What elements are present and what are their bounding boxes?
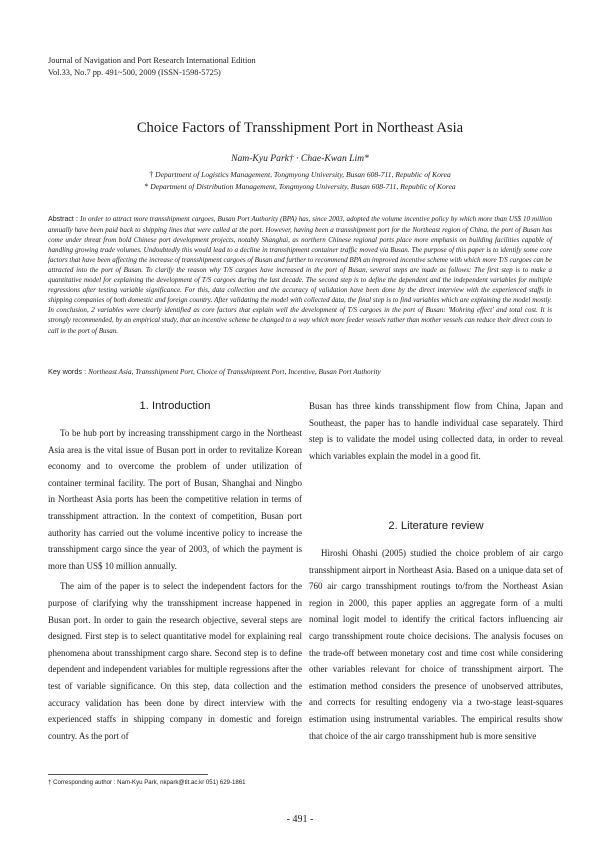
abstract-label: Abstract : [48, 216, 81, 223]
affiliation-text: Department of Distribution Management, Tongmyong University, Busan 608-711, Republic of Korea [150, 182, 456, 191]
affiliation-mark: * [144, 182, 149, 191]
affiliation-1 [0, 170, 600, 179]
literature-paragraph-1: Hiroshi Ohashi (2005) studied the choice problem of air cargo transshipment airport in Northeast Asia. Based on a unique data set of 760 air cargo transshipment routings to/from the Northeast Asian region in 2000, this paper applies an aggregate form of a multi nominal logit model to identify the critical factors influencing air cargo transshipment route choice decisions. The analysis focuses on the trade-off between monetary cost and time cost while considering other variables relevant for choice of transshipment airport. The estimation method considers the presence of unobserved attributes, and corrects for resulting endogeny via a two-stage least-squares estimation using instrumental variables. The empirical results show that choice of the air cargo transshipment hub is more sensitive [309, 548, 563, 741]
affiliation-text: Department of Logistics Management, Tongmyong University, Busan 608-711, Republic of Korea [155, 170, 451, 179]
affiliation-mark: † [149, 170, 154, 179]
keywords-text: Northeast Asia, Transshipment Port, Choice of Transshipment Port, Incentive, Busan Port Authority [88, 367, 381, 376]
keywords-label: Key words : [48, 367, 89, 376]
section-heading-introduction: 1. Introduction [139, 400, 211, 412]
journal-header [48, 55, 256, 78]
left-column [48, 425, 302, 744]
journal-volume: Vol.33, No.7 pp. 491~500, 2009 (ISSN-1598-5725) [48, 67, 221, 77]
page-number: - 491 - [286, 814, 314, 825]
intro-paragraph-2-continued: Busan has three kinds transshipment flow from China, Japan and Southeast, the paper has to handle individual case separately. Third step is to validate the model using collected data, in order to reveal which variables explain the model in a good fit. [309, 401, 563, 461]
affiliation-2 [0, 182, 600, 191]
corresponding-author-footnote: † Corresponding author : Nam-Kyu Park, nkpark@tit.ac.kr 051) 629-1861 [48, 779, 246, 786]
abstract [48, 214, 552, 336]
right-column [309, 398, 563, 464]
intro-paragraph-2: The aim of the paper is to select the independent factors for the purpose of clarifying why the transshipment increase happened in Busan port. In order to gain the research objective, several steps are designed. First step is to select quantitative model for explaining real phenomena about transshipment cargo share. Second step is to define dependent and independent variables for multiple regressions after the test of variable significance. On this step, data collection and the accuracy validation has been done by direct interview with the experienced staffs in shipping company in domestic and foreign country. As the port of [48, 581, 302, 741]
right-column-literature [309, 545, 563, 744]
journal-name: Journal of Navigation and Port Research International Edition [48, 56, 256, 65]
abstract-text: In order to attract more transshipment cargoes, Busan Port Authority (BPA) has, since 2003, adopted the volume incentive policy by which more than US$ 10 million annually have been paid back to shipping lines that were called at the port. However, having been a transshipment port for the Northeast region of China, the port of Busan has come under threat from bold Chinese port development projects, notably Shanghai, as northern Chinese regional ports place more emphasis on building facilities capable of handling growing trade volumes. Undoubtedly this would lead to a decline in transshipment container traffic moved via Busan. The purpose of this paper is to identify some core factors that have been affecting the increase of transshipment cargoes of Busan and further to recommend BPA an improved incentive scheme with which more T/S cargoes can be attracted into the port of Busan. To clarify the reason why T/S cargoes have increased in the port of Busan, several steps are made as follows: The first step is to make a quantitative model for explaining the development of T/S cargoes during the last decade. The second step is to define the dependent and the independent variables for multiple regressions after testing variable significance. For this, data collection and the accuracy of validation have been done by the direct interview with the experienced staffs in shipping companies of both domestic and foreign country. After validating the model with collected data, the final step is to find variables which are explaining the model mostly. In conclusion, 2 variables were clearly identified as core factors that explain well the development of T/S cargoes in the port of Busan: 'Mohring effect' and total cost. It is strongly recommended, by an empirical study, that an incentive scheme be changed to a way which more feeder vessels rather than mother vessels can reduce their direct costs to call in the port of Busan. [48, 215, 552, 335]
section-heading-literature-review: 2. Literature review [388, 520, 484, 532]
paper-authors: Nam-Kyu Park† · Chae-Kwan Lim* [231, 153, 369, 164]
paper-title: Choice Factors of Transshipment Port in Northeast Asia [136, 120, 464, 136]
intro-paragraph-1: To be hub port by increasing transshipment cargo in the Northeast Asia area is the vital issue of Busan port in order to revitalize Korean economy and to overcome the problem of under utilization of container terminal facility. The port of Busan, Shanghai and Ningbo in Northeast Asia ports has been the competitive relation in terms of transshipment attraction. In the context of competition, Busan port authority has carried out the volume incentive policy to increase the transshipment cargo since the year of 2003, of which the payment is more than US$ 10 million annually. [48, 428, 302, 571]
keywords [48, 367, 558, 376]
footnote-divider [48, 774, 208, 775]
